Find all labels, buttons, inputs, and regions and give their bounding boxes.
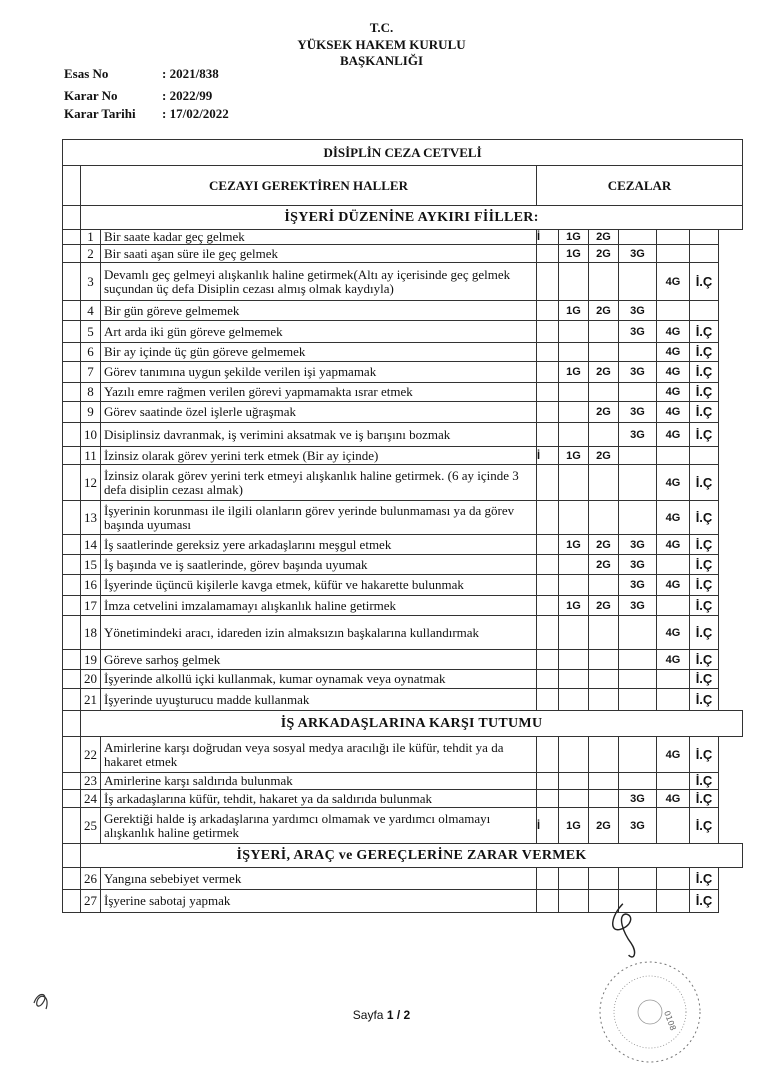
penalty-cell: 1G [559, 535, 589, 555]
row-number: 18 [81, 616, 101, 650]
penalty-cell [559, 383, 589, 402]
row-description: Görev saatinde özel işlerle uğraşmak [101, 402, 537, 423]
penalty-cell: İ.Ç [690, 689, 719, 711]
penalty-cell [589, 689, 619, 711]
row-blank [63, 301, 81, 321]
section-header-row [63, 844, 743, 868]
penalty-cell: İ.Ç [690, 343, 719, 362]
table-row [63, 773, 743, 790]
penalty-cell: 3G [619, 575, 657, 596]
footer-prefix: Sayfa [352, 1008, 387, 1022]
penalty-cell [559, 650, 589, 670]
row-number: 9 [81, 402, 101, 423]
row-description: Amirlerine karşı doğrudan veya sosyal medya aracılığı ile küfür, tehdit ya da hakaret etmek [101, 737, 537, 773]
penalty-cell: İ.Ç [690, 362, 719, 383]
row-description: Göreve sarhoş gelmek [101, 650, 537, 670]
meta-esas [64, 66, 219, 82]
penalty-cell [619, 383, 657, 402]
column-header-row [63, 166, 743, 206]
row-blank [63, 737, 81, 773]
row-number: 24 [81, 790, 101, 808]
row-blank [63, 447, 81, 465]
penalty-cell [537, 737, 559, 773]
row-blank [63, 808, 81, 844]
row-number: 1 [81, 230, 101, 245]
row-blank [63, 343, 81, 362]
row-number: 7 [81, 362, 101, 383]
row-number: 20 [81, 670, 101, 689]
table-row [63, 808, 743, 844]
row-description: İşyerine sabotaj yapmak [101, 890, 537, 913]
penalty-cell [537, 790, 559, 808]
table-row [63, 465, 743, 501]
penalty-cell: 2G [589, 596, 619, 616]
penalty-cell: 3G [619, 423, 657, 447]
penalty-cell [619, 773, 657, 790]
penalty-cell [589, 383, 619, 402]
penalty-cell: 2G [589, 447, 619, 465]
penalty-cell: 3G [619, 535, 657, 555]
table-title: DİSİPLİN CEZA CETVELİ [63, 140, 743, 166]
penalty-cell [559, 868, 589, 890]
penalty-cell: 4G [657, 383, 690, 402]
penalty-cell: İ.Ç [690, 263, 719, 301]
penalty-cell [537, 245, 559, 263]
table-title-row [63, 140, 743, 166]
penalty-cell [589, 773, 619, 790]
header-tc: T.C. [369, 20, 394, 35]
penalty-cell: 3G [619, 790, 657, 808]
penalty-cell [589, 343, 619, 362]
penalty-cell: 1G [559, 245, 589, 263]
penalty-cell [537, 616, 559, 650]
section-title: İŞYERİ DÜZENİNE AYKIRI FİİLLER: [81, 206, 743, 230]
penalty-cell [537, 465, 559, 501]
column-header-cases: CEZAYI GEREKTİREN HALLER [81, 166, 537, 206]
penalty-cell [657, 230, 690, 245]
penalty-cell: 4G [657, 321, 690, 343]
row-number: 4 [81, 301, 101, 321]
row-description: Gerektiği halde iş arkadaşlarına yardımcı olmamak ve yardımcı olmamayı alışkanlık haline getirmek [101, 808, 537, 844]
row-blank [63, 465, 81, 501]
row-blank [63, 535, 81, 555]
penalty-cell: 4G [657, 362, 690, 383]
penalty-cell [657, 773, 690, 790]
penalty-cell: 2G [589, 301, 619, 321]
penalty-cell [657, 596, 690, 616]
row-blank [63, 670, 81, 689]
penalty-cell: 3G [619, 808, 657, 844]
row-description: İşyerinde uyuşturucu madde kullanmak [101, 689, 537, 711]
penalty-cell [559, 501, 589, 535]
penalty-cell [537, 670, 559, 689]
row-number: 13 [81, 501, 101, 535]
table-row [63, 343, 743, 362]
penalty-cell [537, 301, 559, 321]
penalty-cell [619, 465, 657, 501]
row-number: 2 [81, 245, 101, 263]
table-row [63, 535, 743, 555]
table-row [63, 301, 743, 321]
penalty-cell: İ.Ç [690, 596, 719, 616]
row-blank [63, 890, 81, 913]
penalty-cell [537, 868, 559, 890]
page-number: 1 / 2 [386, 1008, 411, 1022]
section-header-row [63, 711, 743, 737]
table-row [63, 650, 743, 670]
table-row [63, 670, 743, 689]
row-description: İmza cetvelini imzalamamayı alışkanlık haline getirmek [101, 596, 537, 616]
penalty-cell: İ [537, 230, 559, 245]
penalty-cell: 1G [559, 362, 589, 383]
row-description: Yangına sebebiyet vermek [101, 868, 537, 890]
meta-karar-tarihi [64, 106, 229, 122]
penalty-cell [537, 650, 559, 670]
table-row [63, 263, 743, 301]
header-blank [63, 166, 81, 206]
penalty-cell: 4G [657, 616, 690, 650]
table-row [63, 447, 743, 465]
penalty-cell [619, 737, 657, 773]
penalty-cell [537, 402, 559, 423]
penalty-cell [589, 616, 619, 650]
penalty-cell: 4G [657, 423, 690, 447]
penalty-cell: İ.Ç [690, 321, 719, 343]
penalty-cell [559, 555, 589, 575]
row-description: Devamlı geç gelmeyi alışkanlık haline getirmek(Altı ay içerisinde geç gelmek suçundan üç defa Disiplin cezası almış olmak kaydıyla) [101, 263, 537, 301]
penalty-cell: 1G [559, 301, 589, 321]
row-number: 6 [81, 343, 101, 362]
penalty-cell: İ.Ç [690, 790, 719, 808]
penalty-cell: 1G [559, 230, 589, 245]
row-number: 22 [81, 737, 101, 773]
penalty-cell: 4G [657, 465, 690, 501]
penalty-cell [537, 383, 559, 402]
meta-value: : 2022/99 [162, 88, 213, 103]
penalty-cell: İ.Ç [690, 737, 719, 773]
penalty-cell [589, 670, 619, 689]
penalty-cell: 3G [619, 301, 657, 321]
row-blank [63, 263, 81, 301]
header-institution: YÜKSEK HAKEM KURULU [297, 37, 466, 52]
penalty-cell: İ.Ç [690, 501, 719, 535]
penalty-cell: İ.Ç [690, 423, 719, 447]
penalty-cell [559, 343, 589, 362]
penalty-cell: 4G [657, 790, 690, 808]
row-number: 23 [81, 773, 101, 790]
penalty-cell [657, 808, 690, 844]
penalty-cell [657, 301, 690, 321]
section-title: İŞ ARKADAŞLARINA KARŞI TUTUMU [81, 711, 743, 737]
table-row [63, 402, 743, 423]
penalty-cell [690, 301, 719, 321]
penalty-cell [690, 230, 719, 245]
table-row [63, 501, 743, 535]
row-description: İşyerinde alkollü içki kullanmak, kumar oynamak veya oynatmak [101, 670, 537, 689]
penalty-cell [537, 362, 559, 383]
row-number: 27 [81, 890, 101, 913]
penalty-cell: İ.Ç [690, 808, 719, 844]
table-row [63, 790, 743, 808]
penalty-cell: 3G [619, 245, 657, 263]
penalty-cell [589, 575, 619, 596]
meta-karar [64, 88, 212, 104]
row-number: 8 [81, 383, 101, 402]
penalty-cell [537, 596, 559, 616]
penalty-cell [657, 447, 690, 465]
svg-text:0108: 0108 [662, 1009, 678, 1032]
penalty-cell [657, 555, 690, 575]
table-row [63, 362, 743, 383]
penalty-cell [619, 447, 657, 465]
table-row [63, 575, 743, 596]
penalty-cell: 2G [589, 555, 619, 575]
table-row [63, 383, 743, 402]
penalty-cell [589, 465, 619, 501]
table-row [63, 423, 743, 447]
penalty-cell [619, 501, 657, 535]
row-number: 21 [81, 689, 101, 711]
penalty-cell: 1G [559, 596, 589, 616]
row-description: Amirlerine karşı saldırıda bulunmak [101, 773, 537, 790]
row-description: Yazılı emre rağmen verilen görevi yapmamakta ısrar etmek [101, 383, 537, 402]
row-blank [63, 245, 81, 263]
penalty-cell: İ.Ç [690, 575, 719, 596]
penalty-cell [537, 689, 559, 711]
row-description: İzinsiz olarak görev yerini terk etmeyi alışkanlık haline getirmek. (6 ay içinde 3 defa disiplin cezası almak) [101, 465, 537, 501]
section-header-row [63, 206, 743, 230]
penalty-cell: 2G [589, 535, 619, 555]
penalty-cell [559, 689, 589, 711]
penalty-cell: 2G [589, 230, 619, 245]
penalty-cell: İ.Ç [690, 402, 719, 423]
penalty-cell [657, 670, 690, 689]
penalty-cell [559, 423, 589, 447]
row-number: 5 [81, 321, 101, 343]
row-description: Bir gün göreve gelmemek [101, 301, 537, 321]
table-row [63, 737, 743, 773]
penalty-cell [657, 689, 690, 711]
penalty-cell: İ.Ç [690, 535, 719, 555]
meta-value: : 17/02/2022 [162, 106, 229, 121]
penalty-cell: 1G [559, 447, 589, 465]
section-blank [63, 711, 81, 737]
row-blank [63, 616, 81, 650]
penalty-cell [619, 689, 657, 711]
penalty-cell [619, 670, 657, 689]
table-row [63, 245, 743, 263]
row-description: Yönetimindeki aracı, idareden izin almaksızın başkalarına kullandırmak [101, 616, 537, 650]
signature-mark [600, 868, 680, 1008]
penalty-cell [559, 616, 589, 650]
row-number: 3 [81, 263, 101, 301]
penalty-cell: 2G [589, 808, 619, 844]
penalty-cell [589, 737, 619, 773]
penalty-cell [537, 343, 559, 362]
penalty-cell [559, 737, 589, 773]
penalty-cell: 3G [619, 321, 657, 343]
row-blank [63, 321, 81, 343]
penalty-cell [537, 423, 559, 447]
header-department: BAŞKANLIĞI [339, 53, 424, 68]
penalty-cell: 3G [619, 596, 657, 616]
row-description: Bir ay içinde üç gün göreve gelmemek [101, 343, 537, 362]
penalty-cell [559, 321, 589, 343]
penalty-cell: 4G [657, 263, 690, 301]
row-number: 15 [81, 555, 101, 575]
penalty-cell: 3G [619, 402, 657, 423]
penalty-cell: 4G [657, 650, 690, 670]
penalty-cell [537, 535, 559, 555]
row-blank [63, 575, 81, 596]
row-blank [63, 230, 81, 245]
row-description: İşyerinde üçüncü kişilerle kavga etmek, küfür ve hakarette bulunmak [101, 575, 537, 596]
penalty-cell [537, 890, 559, 913]
penalty-cell [559, 263, 589, 301]
row-number: 26 [81, 868, 101, 890]
table-row [63, 555, 743, 575]
penalty-cell [559, 575, 589, 596]
penalty-cell: 3G [619, 555, 657, 575]
penalty-cell: İ [537, 447, 559, 465]
row-description: Disiplinsiz davranmak, iş verimini aksatmak ve iş barışını bozmak [101, 423, 537, 447]
penalty-cell: İ.Ç [690, 890, 719, 913]
row-number: 19 [81, 650, 101, 670]
row-number: 16 [81, 575, 101, 596]
penalty-cell [589, 321, 619, 343]
penalty-cell [559, 790, 589, 808]
penalty-cell: İ [537, 808, 559, 844]
meta-label: Esas No [64, 66, 109, 81]
meta-value: : 2021/838 [162, 66, 219, 81]
penalty-cell: 2G [589, 362, 619, 383]
row-number: 25 [81, 808, 101, 844]
row-number: 12 [81, 465, 101, 501]
penalty-cell [537, 263, 559, 301]
penalty-cell [589, 790, 619, 808]
penalty-cell: 2G [589, 402, 619, 423]
row-number: 14 [81, 535, 101, 555]
penalty-cell [619, 230, 657, 245]
penalty-cell [559, 773, 589, 790]
penalty-cell [619, 650, 657, 670]
row-blank [63, 773, 81, 790]
column-header-penalties: CEZALAR [537, 166, 743, 206]
row-description: Bir saate kadar geç gelmek [101, 230, 537, 245]
penalty-cell: 3G [619, 362, 657, 383]
penalty-cell [537, 501, 559, 535]
penalty-cell: İ.Ç [690, 773, 719, 790]
row-description: İş başında ve iş saatlerinde, görev başında uyumak [101, 555, 537, 575]
row-blank [63, 362, 81, 383]
penalty-cell [589, 501, 619, 535]
row-blank [63, 596, 81, 616]
row-blank [63, 790, 81, 808]
penalty-cell: 4G [657, 535, 690, 555]
penalty-cell: 4G [657, 402, 690, 423]
penalty-cell [619, 616, 657, 650]
section-blank [63, 844, 81, 868]
row-number: 17 [81, 596, 101, 616]
penalty-cell: 4G [657, 343, 690, 362]
row-number: 10 [81, 423, 101, 447]
penalty-cell [589, 650, 619, 670]
table-row [63, 230, 743, 245]
penalty-cell: İ.Ç [690, 383, 719, 402]
penalty-cell: 1G [559, 808, 589, 844]
row-blank [63, 501, 81, 535]
penalty-cell: İ.Ç [690, 465, 719, 501]
penalty-cell: 4G [657, 737, 690, 773]
row-description: Bir saati aşan süre ile geç gelmek [101, 245, 537, 263]
row-blank [63, 650, 81, 670]
row-blank [63, 402, 81, 423]
penalty-cell [690, 245, 719, 263]
penalty-cell [589, 423, 619, 447]
penalty-cell: İ.Ç [690, 616, 719, 650]
row-description: İş saatlerinde gereksiz yere arkadaşlarını meşgul etmek [101, 535, 537, 555]
penalty-cell: 4G [657, 575, 690, 596]
row-blank [63, 868, 81, 890]
penalty-cell [537, 555, 559, 575]
row-blank [63, 689, 81, 711]
table-row [63, 321, 743, 343]
row-description: İzinsiz olarak görev yerini terk etmek (Bir ay içinde) [101, 447, 537, 465]
penalty-cell [559, 402, 589, 423]
penalty-cell [559, 465, 589, 501]
row-description: Art arda iki gün göreve gelmemek [101, 321, 537, 343]
penalty-cell: 4G [657, 501, 690, 535]
row-description: Görev tanımına uygun şekilde verilen işi yapmamak [101, 362, 537, 383]
penalty-cell [619, 343, 657, 362]
row-blank [63, 383, 81, 402]
page-footer [0, 1008, 763, 1022]
penalty-cell: İ.Ç [690, 670, 719, 689]
section-blank [63, 206, 81, 230]
meta-label: Karar No [64, 88, 118, 103]
penalty-cell: İ.Ç [690, 650, 719, 670]
penalty-cell [559, 890, 589, 913]
penalty-cell [657, 245, 690, 263]
row-blank [63, 555, 81, 575]
penalty-cell [690, 447, 719, 465]
table-row [63, 596, 743, 616]
section-title: İŞYERİ, ARAÇ ve GEREÇLERİNE ZARAR VERMEK [81, 844, 743, 868]
penalty-cell [559, 670, 589, 689]
row-description: İş arkadaşlarına küfür, tehdit, hakaret ya da saldırıda bulunmak [101, 790, 537, 808]
table-row [63, 616, 743, 650]
penalty-cell: 2G [589, 245, 619, 263]
penalty-table [62, 139, 743, 913]
penalty-cell: İ.Ç [690, 555, 719, 575]
table-row [63, 689, 743, 711]
penalty-cell [537, 773, 559, 790]
row-blank [63, 423, 81, 447]
penalty-cell [537, 321, 559, 343]
row-description: İşyerinin korunması ile ilgili olanların görev yerinde bulunmaması ya da görev başında uyuması [101, 501, 537, 535]
penalty-cell [537, 575, 559, 596]
meta-label: Karar Tarihi [64, 106, 136, 121]
penalty-cell: İ.Ç [690, 868, 719, 890]
penalty-cell [589, 263, 619, 301]
penalty-cell [619, 263, 657, 301]
row-number: 11 [81, 447, 101, 465]
